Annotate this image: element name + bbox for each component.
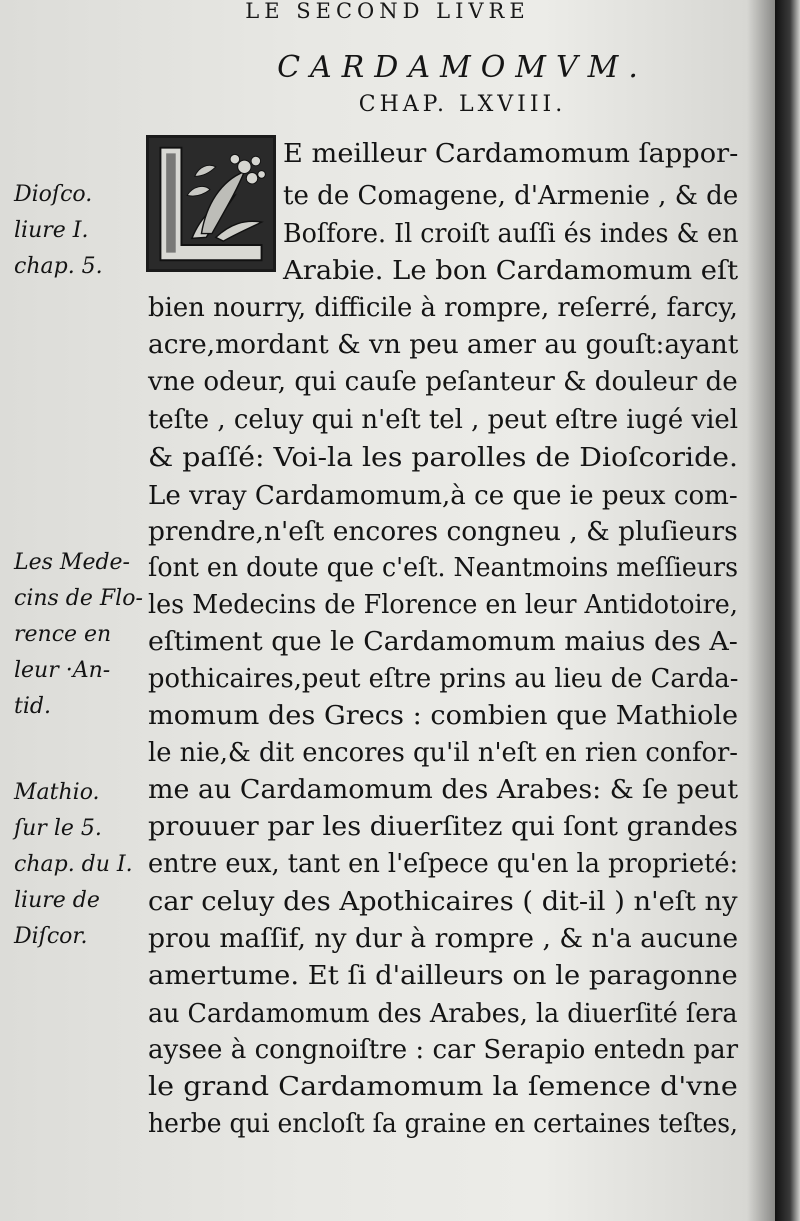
body-line: me au Cardamomum des Arabes: & ſe peut [148,774,739,805]
body-line: entre eux, tant en l'eſpece qu'en la proprieté: [148,848,739,879]
body-line: & paſſé: Voi-la les parolles de Dioſcoride. [148,442,738,473]
body-line: le nie,& dit encores qu'il n'eſt en rien confor- [148,737,739,768]
body-line: E meilleur Cardamomum ſappor- [283,138,739,169]
margin-note-line: Diſcor. [14,924,88,949]
margin-note-line: Les Mede- [14,550,130,575]
margin-note-line: Mathio. [14,780,100,805]
chapter-number: CHAP. LXVIII. [358,92,567,117]
body-line: Boſfore. Il croiſt auſſi és indes & en [283,218,739,249]
body-line: Arabie. Le bon Cardamomum eſt [283,255,739,286]
body-line: pothicaires,peut eſtre prins au lieu de Carda- [148,663,739,694]
body-line: te de Comagene, d'Armenie , & de [283,180,739,211]
margin-note-line: tid. [14,694,51,719]
body-line: acre,mordant & vn peu amer au gouſt:ayant [148,329,739,360]
body-line: vne odeur, qui cauſe peſanteur & douleur de [148,366,738,397]
body-line: prendre,n'eſt encores congneu , & pluſieurs [148,516,738,547]
running-head: LE SECOND LIVRE [245,0,530,23]
body-line: les Medecins de Florence en leur Antidotoire, [148,589,738,620]
body-line: eſtiment que le Cardamomum maius des A- [148,626,738,657]
body-line: amertume. Et ſi d'ailleurs on le paragonne [148,960,738,991]
page-edge [775,0,800,1221]
body-line: ſont en doute que c'eſt. Neantmoins meſſieurs [148,552,739,583]
body-line: au Cardamomum des Arabes, la diuerſité ſera [148,998,738,1029]
body-line: le grand Cardamomum la ſemence d'vne [148,1071,738,1102]
margin-note-line: leur ·An- [14,658,111,683]
margin-note-line: chap. du I. [14,852,133,877]
chapter-title: CARDAMOMVM. [277,50,648,85]
body-line: bien nourry, difficile à rompre, reſerré, farcy, [148,292,738,323]
body-line: car celuy des Apothicaires ( dit-il ) n'eſt ny [148,886,738,917]
body-line: momum des Grecs : combien que Mathiole [148,700,739,731]
margin-note-line: chap. 5. [14,254,103,279]
body-line: teſte , celuy qui n'eſt tel , peut eſtre iugé viel [148,404,739,435]
margin-note-line: rence en [14,622,112,647]
body-line: prou maſſif, ny dur à rompre , & n'a aucune [148,923,739,954]
margin-note-line: ſur le 5. [14,816,102,841]
body-line: Le vray Cardamomum,à ce que ie peux com- [148,480,738,511]
body-line: prouuer par les diuerſitez qui ſont grandes [148,811,738,842]
body-line: aysee à congnoiſtre : car Serapio entedn par [148,1034,739,1065]
body-line: herbe qui encloſt ſa graine en certaines teſtes, [148,1108,738,1139]
margin-note-line: liure I. [14,218,89,243]
margin-note-line: cins de Flo- [14,586,143,611]
margin-note-line: Dioſco. [14,182,93,207]
margin-note-line: liure de [14,888,100,913]
